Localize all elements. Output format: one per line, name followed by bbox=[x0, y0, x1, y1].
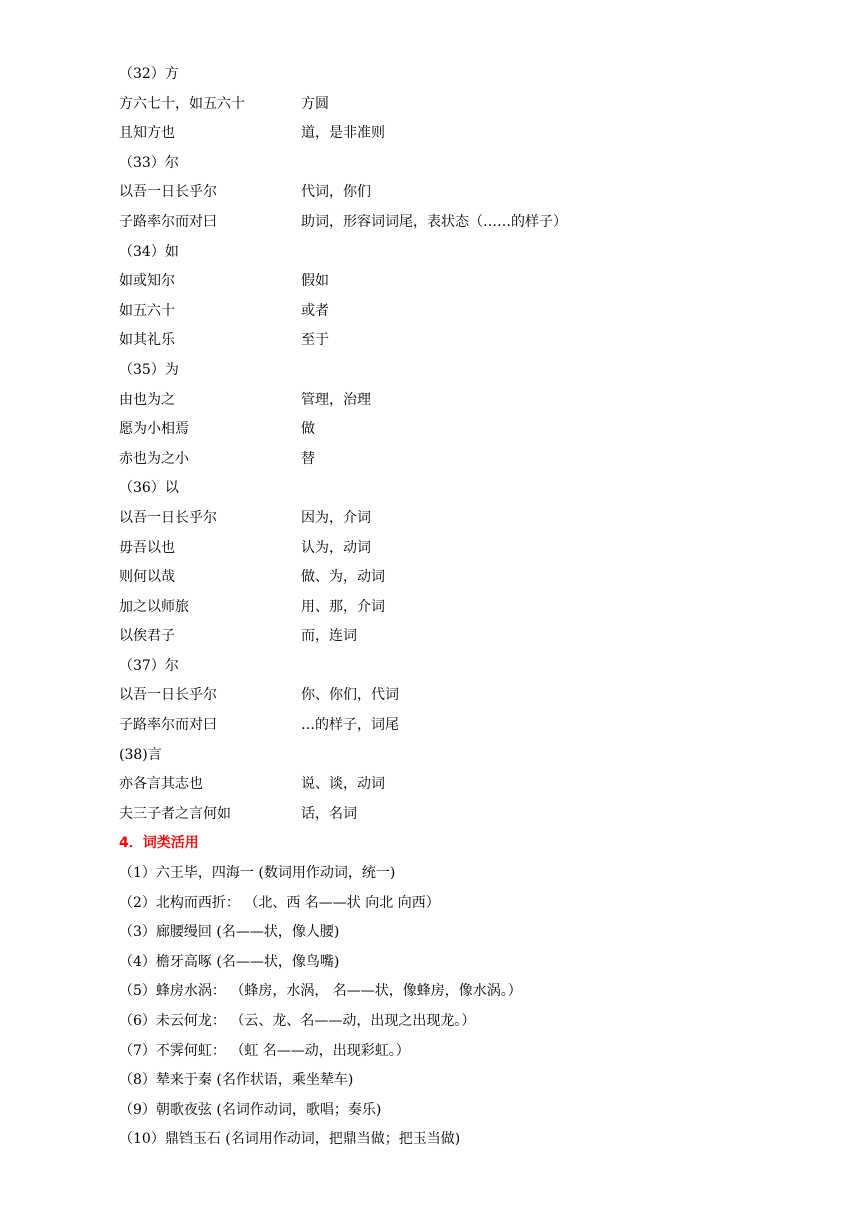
meaning-text: 说、谈，动词 bbox=[301, 776, 385, 793]
meaning-text: 而，连词 bbox=[301, 628, 357, 645]
list-item bbox=[0, 1037, 860, 1067]
example-text: 以吾一日长乎尔 bbox=[119, 509, 217, 526]
entry-row bbox=[0, 504, 860, 534]
meaning-text: 话，名词 bbox=[301, 805, 357, 822]
entry-heading-text: （33）尔 bbox=[119, 154, 179, 171]
entry-row bbox=[0, 386, 860, 416]
entry-heading bbox=[0, 60, 860, 90]
entry-heading bbox=[0, 149, 860, 179]
entry-row bbox=[0, 415, 860, 445]
example-text: 子路率尔而对曰 bbox=[119, 213, 217, 230]
entry-row bbox=[0, 622, 860, 652]
meaning-text: 替 bbox=[301, 450, 315, 467]
list-item-text: （1）六王毕，四海一 (数词用作动词，统一) bbox=[119, 865, 396, 882]
list-item-text: （8）辇来于秦 (名作状语，乘坐辇车) bbox=[119, 1072, 354, 1089]
example-text: 如五六十 bbox=[119, 302, 175, 319]
list-item-text: （4）檐牙高啄 (名——状，像鸟嘴) bbox=[119, 953, 340, 970]
example-text: 以吾一日长乎尔 bbox=[119, 184, 217, 201]
example-text: 则何以哉 bbox=[119, 569, 175, 586]
meaning-text: 管理，治理 bbox=[301, 391, 371, 408]
entry-heading-text: （35）为 bbox=[119, 361, 179, 378]
entry-heading-text: (38)言 bbox=[119, 746, 162, 763]
example-text: 亦各言其志也 bbox=[119, 776, 203, 793]
entry-row bbox=[0, 770, 860, 800]
list-item bbox=[0, 1125, 860, 1155]
entry-row bbox=[0, 445, 860, 475]
meaning-text: 假如 bbox=[301, 273, 329, 290]
example-text: 以俟君子 bbox=[119, 628, 175, 645]
meaning-text: 因为，介词 bbox=[301, 509, 371, 526]
list-item bbox=[0, 1096, 860, 1126]
list-item bbox=[0, 948, 860, 978]
list-item bbox=[0, 889, 860, 919]
entry-row bbox=[0, 208, 860, 238]
list-item bbox=[0, 1066, 860, 1096]
entry-row bbox=[0, 711, 860, 741]
document-page bbox=[0, 60, 860, 1155]
example-text: 由也为之 bbox=[119, 391, 175, 408]
meaning-text: 或者 bbox=[301, 302, 329, 319]
list-item-text: （2）北构而西折： （北、西 名——状 向北 向西） bbox=[119, 894, 440, 911]
entry-row bbox=[0, 800, 860, 830]
entry-row bbox=[0, 563, 860, 593]
entry-heading bbox=[0, 741, 860, 771]
example-text: 如或知尔 bbox=[119, 273, 175, 290]
meaning-text: 代词，你们 bbox=[301, 184, 371, 201]
meaning-text: …的样子，词尾 bbox=[301, 717, 399, 734]
entry-row bbox=[0, 297, 860, 327]
entry-heading bbox=[0, 652, 860, 682]
entry-heading bbox=[0, 356, 860, 386]
section-heading bbox=[0, 829, 860, 859]
meaning-text: 用、那，介词 bbox=[301, 598, 385, 615]
example-text: 方六七十，如五六十 bbox=[119, 95, 245, 112]
meaning-text: 做 bbox=[301, 421, 315, 438]
meaning-text: 方圆 bbox=[301, 95, 329, 112]
example-text: 如其礼乐 bbox=[119, 332, 175, 349]
entry-heading bbox=[0, 238, 860, 268]
entry-row bbox=[0, 90, 860, 120]
list-item-text: （10）鼎铛玉石 (名词用作动词，把鼎当做；把玉当做) bbox=[119, 1131, 461, 1148]
entry-row bbox=[0, 326, 860, 356]
meaning-text: 你、你们，代词 bbox=[301, 687, 399, 704]
entry-heading-text: （36）以 bbox=[119, 480, 179, 497]
list-item-text: （6）未云何龙： （云、龙、名——动，出现之出现龙。） bbox=[119, 1013, 476, 1029]
list-item bbox=[0, 918, 860, 948]
entry-heading-text: （32）方 bbox=[119, 66, 179, 82]
entry-row bbox=[0, 178, 860, 208]
list-item-text: （9）朝歌夜弦 (名词作动词，歌唱；奏乐) bbox=[119, 1101, 382, 1118]
list-item bbox=[0, 859, 860, 889]
example-text: 毋吾以也 bbox=[119, 539, 175, 556]
entry-row bbox=[0, 119, 860, 149]
list-item-text: （3）廊腰缦回 (名——状，像人腰) bbox=[119, 924, 340, 941]
example-text: 以吾一日长乎尔 bbox=[119, 687, 217, 704]
entry-row bbox=[0, 593, 860, 623]
section-title: 4．词类活用 bbox=[119, 835, 199, 852]
meaning-text: 做、为，动词 bbox=[301, 569, 385, 586]
meaning-text: 道，是非准则 bbox=[301, 125, 385, 142]
entry-row bbox=[0, 534, 860, 564]
example-text: 夫三子者之言何如 bbox=[119, 805, 231, 822]
meaning-text: 至于 bbox=[301, 332, 329, 349]
example-text: 加之以师旅 bbox=[119, 598, 189, 615]
example-text: 愿为小相焉 bbox=[119, 421, 189, 438]
entry-heading-text: （34）如 bbox=[119, 243, 179, 260]
list-item-text: （7）不霁何虹： （虹 名——动，出现彩虹。） bbox=[119, 1042, 410, 1059]
entry-heading-text: （37）尔 bbox=[119, 657, 179, 674]
meaning-text: 助词，形容词词尾，表状态（……的样子） bbox=[301, 213, 567, 230]
meaning-text: 认为，动词 bbox=[301, 539, 371, 556]
list-item bbox=[0, 1007, 860, 1037]
list-item-text: （5）蜂房水涡： （蜂房，水涡， 名——状，像蜂房，像水涡。） bbox=[119, 983, 522, 1000]
example-text: 赤也为之小 bbox=[119, 450, 189, 467]
entry-row bbox=[0, 267, 860, 297]
example-text: 且知方也 bbox=[119, 125, 175, 142]
entry-heading bbox=[0, 474, 860, 504]
example-text: 子路率尔而对曰 bbox=[119, 717, 217, 734]
list-item bbox=[0, 977, 860, 1007]
entry-row bbox=[0, 681, 860, 711]
